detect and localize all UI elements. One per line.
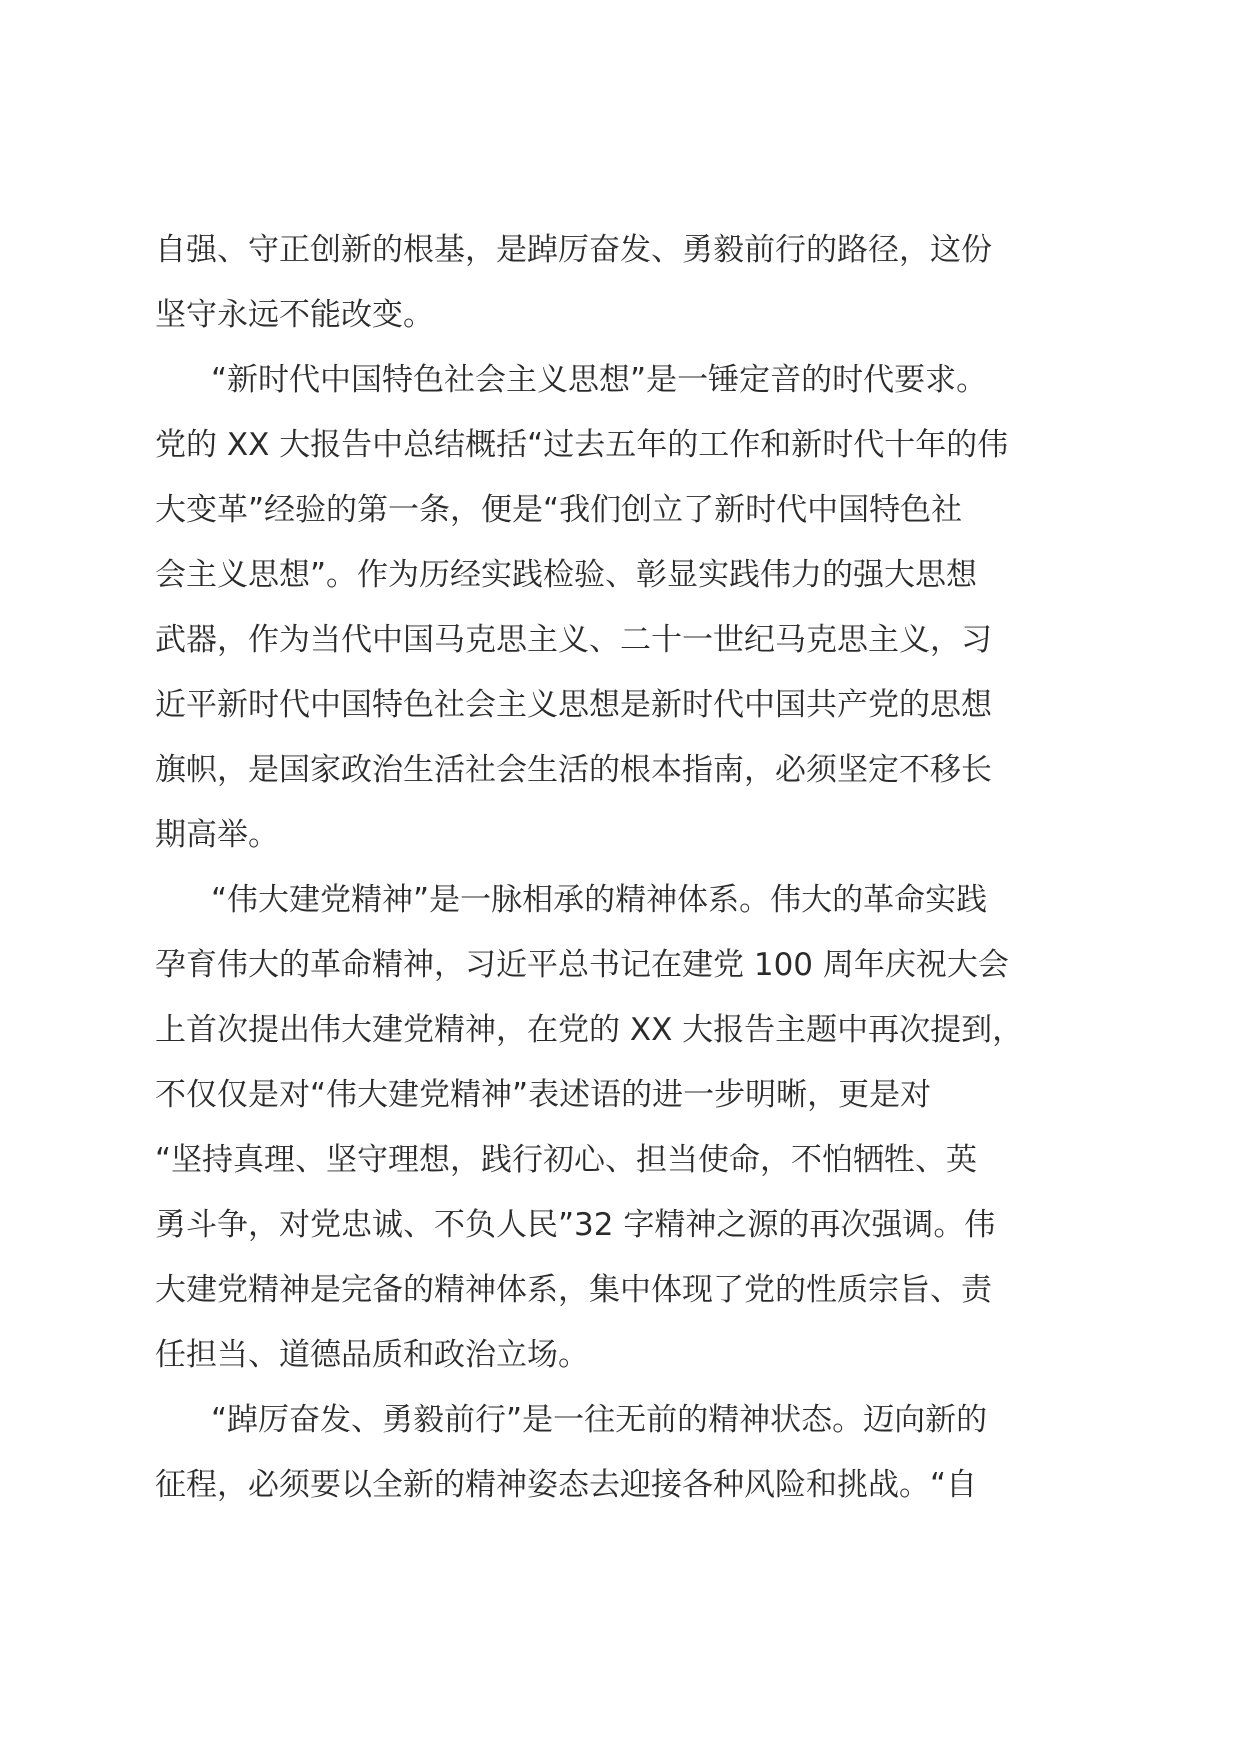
text-line: 武器，作为当代中国马克思主义、二十一世纪马克思主义，习 [155, 622, 992, 658]
text-line: “坚持真理、坚守理想，践行初心、担当使命，不怕牺牲、英 [155, 1142, 978, 1178]
paragraph-3 [155, 868, 1095, 1388]
text-line: “新时代中国特色社会主义思想”是一锤定音的时代要求。 [211, 362, 988, 398]
text-line: 上首次提出伟大建党精神，在党的 XX 大报告主题中再次提到， [155, 1012, 1024, 1048]
text-line: 坚守永远不能改变。 [155, 297, 434, 333]
text-line: 孕育伟大的革命精神，习近平总书记在建党 100 周年庆祝大会 [155, 947, 1009, 983]
paragraph-1 [155, 218, 1095, 348]
text-line: 大变革”经验的第一条，便是“我们创立了新时代中国特色社 [155, 492, 963, 528]
text-line: 会主义思想”。作为历经实践检验、彰显实践伟力的强大思想 [155, 557, 978, 593]
text-line: 期高举。 [155, 817, 279, 853]
text-line: 征程，必须要以全新的精神姿态去迎接各种风险和挑战。“自 [155, 1467, 978, 1503]
text-line: 不仅仅是对“伟大建党精神”表述语的进一步明晰，更是对 [155, 1077, 932, 1113]
text-line: 任担当、道德品质和政治立场。 [155, 1337, 589, 1373]
text-line: 党的 XX 大报告中总结概括“过去五年的工作和新时代十年的伟 [155, 427, 1009, 463]
paragraph-4 [155, 1388, 1095, 1518]
text-line: “伟大建党精神”是一脉相承的精神体系。伟大的革命实践 [211, 882, 988, 918]
text-line: “踔厉奋发、勇毅前行”是一往无前的精神状态。迈向新的 [211, 1402, 988, 1438]
text-line: 自强、守正创新的根基，是踔厉奋发、勇毅前行的路径，这份 [155, 232, 992, 268]
text-line: 近平新时代中国特色社会主义思想是新时代中国共产党的思想 [155, 687, 992, 723]
paragraph-2 [155, 348, 1095, 868]
text-line: 大建党精神是完备的精神体系，集中体现了党的性质宗旨、责 [155, 1272, 992, 1308]
text-line: 勇斗争，对党忠诚、不负人民”32 字精神之源的再次强调。伟 [155, 1207, 996, 1243]
text-line: 旗帜，是国家政治生活社会生活的根本指南，必须坚定不移长 [155, 752, 992, 788]
document-body [155, 218, 1095, 1518]
